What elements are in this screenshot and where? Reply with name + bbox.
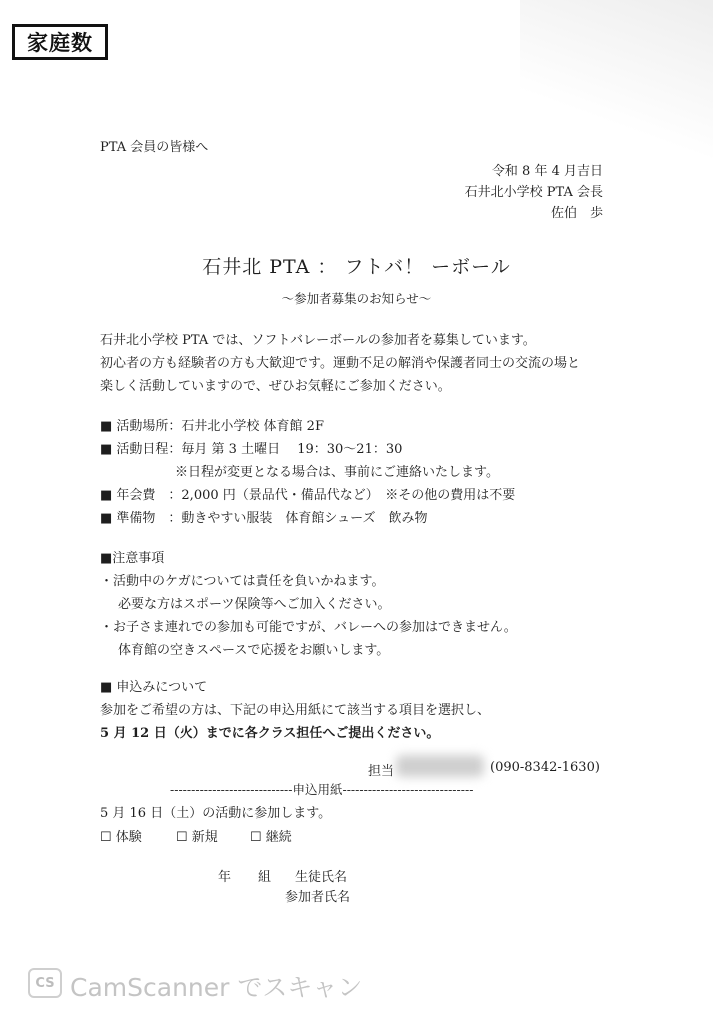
camscanner-logo-icon: CS [28, 968, 62, 998]
camscanner-watermark: CamScanner でスキャン [70, 973, 363, 1002]
checkbox-new[interactable]: ☐ 新規 [176, 830, 218, 845]
document-title: 石井北 PTA ： フトバ！ ーボール [202, 256, 511, 278]
detail-location: ■ 活動場所：石井北小学校 体育館 2F [100, 419, 324, 434]
detail-schedule-note: ※日程が変更となる場合は、事前にご連絡いたします。 [175, 465, 499, 480]
checkbox-continue[interactable]: ☐ 継続 [250, 830, 292, 845]
intro-line: 楽しく活動していますので、ぜひお気軽にご参加ください。 [100, 379, 451, 394]
scan-shadow [520, 0, 713, 160]
detail-fee: ■ 年会費 ：2,000 円（景品代・備品代など） ※その他の費用は不要 [100, 488, 516, 503]
apply-text: 参加をご希望の方は、下記の申込用紙にて該当する項目を選択し、 [100, 703, 491, 718]
note-line: ・活動中のケガについては責任を負いかねます。 [100, 574, 385, 589]
form-divider: -----------------------------申込用紙------------------------------- [170, 782, 474, 797]
notes-heading: ■注意事項 [100, 551, 165, 566]
checkbox-trial[interactable]: ☐ 体験 [100, 830, 142, 845]
form-participant-label: 参加者氏名 [285, 890, 351, 905]
intro-line: 石井北小学校 PTA では、ソフトバレーボールの参加者を募集しています。 [100, 333, 536, 348]
issue-date: 令和 8 年 4 月吉日 [491, 164, 603, 179]
sender-name: 佐伯 歩 [550, 206, 603, 221]
note-line: 体育館の空きスペースで応援をお願いします。 [118, 643, 390, 658]
intro-line: 初心者の方も経験者の方も大歓迎です。運動不足の解消や保護者同士の交流の場と [100, 356, 580, 371]
sender-organization: 石井北小学校 PTA 会長 [464, 185, 603, 200]
form-year-label: 年 [218, 870, 232, 885]
household-stamp: 家庭数 [12, 24, 108, 60]
contact-phone: (090-8342-1630) [490, 760, 600, 775]
form-date-line: 5 月 16 日（土）の活動に参加します。 [100, 806, 332, 821]
detail-items: ■ 準備物 ：動きやすい服装 体育館シューズ 飲み物 [100, 511, 428, 526]
detail-schedule: ■ 活動日程：毎月 第 3 土曜日 19：30～21：30 [100, 442, 403, 457]
document-subtitle: ～参加者募集のお知らせ～ [281, 291, 432, 306]
apply-deadline: 5 月 12 日（火）までに各クラス担任へご提出ください。 [100, 726, 440, 741]
note-line: ・お子さま連れでの参加も可能ですが、バレーへの参加はできません。 [100, 620, 517, 635]
contact-label: 担当 [368, 764, 395, 779]
form-student-label: 生徒氏名 [295, 870, 348, 885]
form-class-label: 組 [258, 870, 272, 885]
addressee: PTA 会員の皆様へ [100, 140, 209, 155]
apply-heading: ■ 申込みについて [100, 680, 208, 695]
redacted-contact-name [396, 755, 484, 777]
note-line: 必要な方はスポーツ保険等へご加入ください。 [118, 597, 391, 612]
